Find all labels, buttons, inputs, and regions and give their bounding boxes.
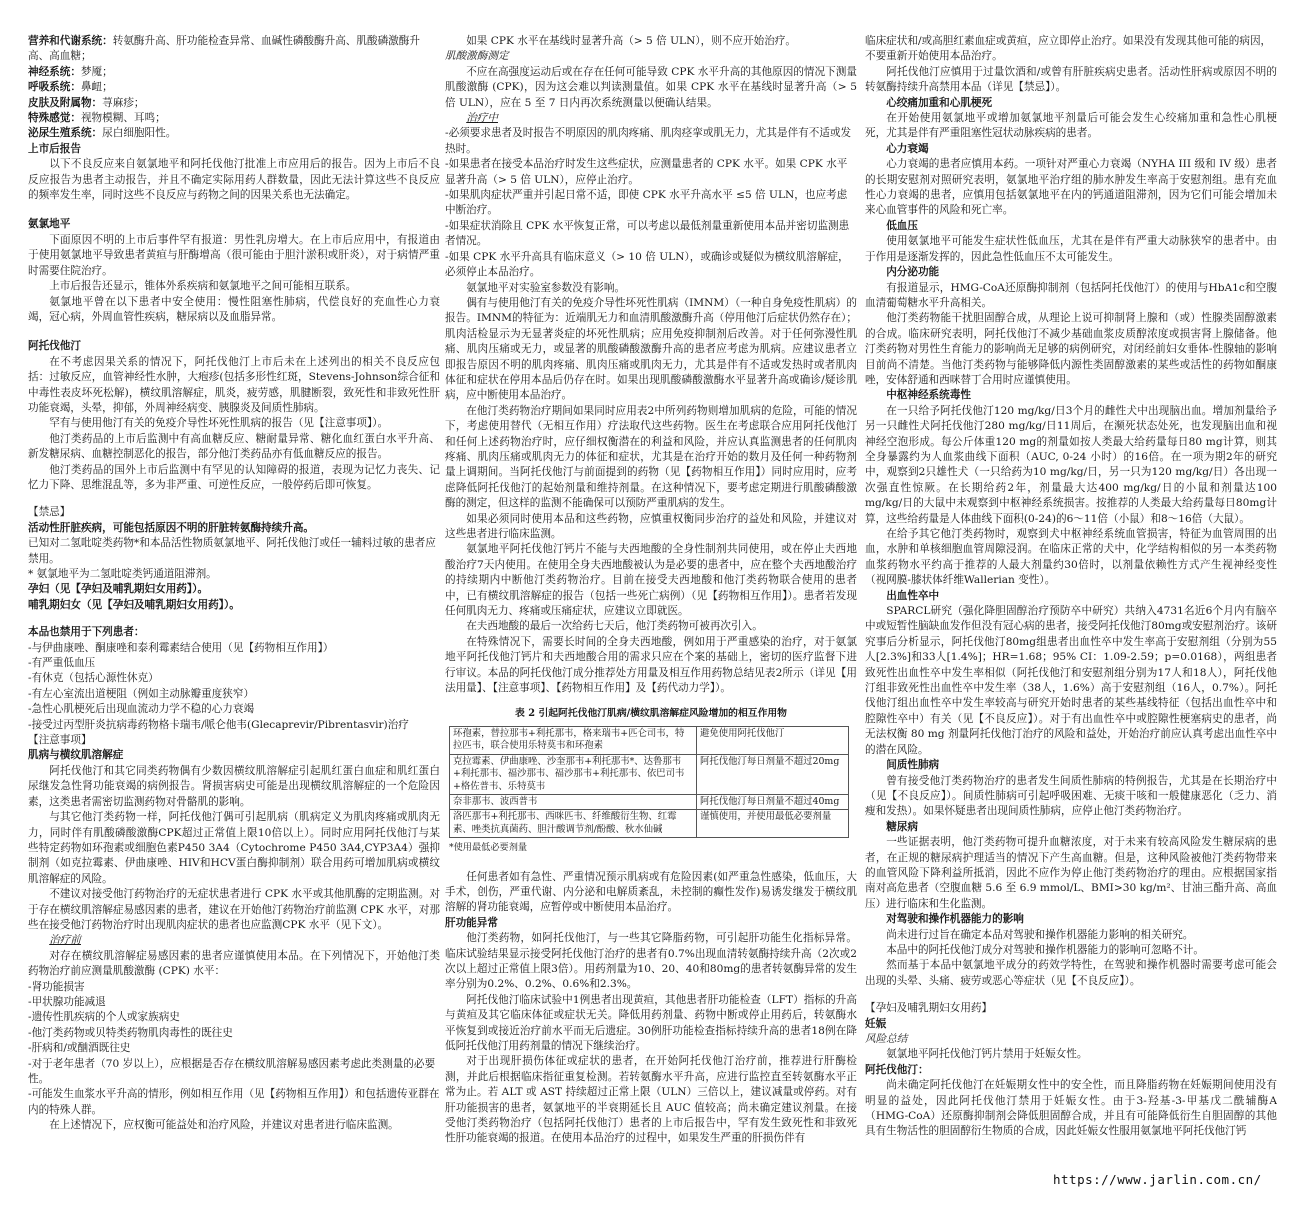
labeled-line [28,34,440,65]
paragraph: 对于出现肝损伤体征或症状的患者，在开始阿托伐他汀治疗前，推荐进行肝酶检测，并此后根据临床指征重复检测。若转氨酶水平升高，应进行监控直至转氨酶水平正常为止。若 ALT 或 AST 持续超过正常上限（ULN）三倍以上，建议减量或停药。对有肝功能损害的患者，氨氯地平的半衰期延长且 AUC 值较高；尚未确定建议剂量。在接受他汀类药物治疗（包括阿托伐他汀）患者的上市后报告中，罕有发生致死性和非致死性肝功能衰竭的报道。在使用本品治疗的过程中，如果发生严重的肝损伤伴有 [445,1055,857,1145]
paragraph: * 氨氯地平为二氢吡啶类钙通道阻滞剂。 [28,568,217,580]
paragraph: 在夫西地酸的最后一次给药七天后，他汀类药物可被再次引入。 [466,620,763,633]
table-row [450,810,849,838]
paragraph: 氨氯地平阿托伐他汀钙片不能与夫西地酸的全身性制剂共同使用，或在停止夫西地酸治疗7天内使用。在使用全身夫西地酸被认为是必要的患者中，应在整个夫西地酸治疗的持续期内中断他汀类药物治疗。目前在接受夫西地酸和他汀类药物联合使用的患者中，已有横纹肌溶解症的报告（包括一些死亡病例）（见【药物相互作用】）。患者若发现任何肌肉无力、疼痛或压痛症状，应建议立即就医。 [445,543,857,618]
line-text: 鼻衄； [80,81,113,94]
paragraph: 阿托伐他汀和其它同类药物偶有少数因横纹肌溶解症引起肌红蛋白血症和肌红蛋白尿继发急性肾功能衰竭的病例报告。肾损害病史可能是出现横纹肌溶解症的一个危险因素，这类患者需密切监测药物对骨骼肌的影响。 [28,764,440,808]
paragraph: 如果必须同时使用本品和这些药物，应慎重权衡同步治疗的益处和风险，并建议对这些患者进行临床监测。 [445,512,857,540]
section-tag: 【禁忌】 [28,506,71,519]
table-2 [449,726,849,838]
table-cell-recommendation: 谨慎使用，并使用最低必要剂量 [697,810,849,838]
column-2-top [445,34,857,696]
line-text: 荨麻疹； [102,96,145,109]
spacer [28,493,440,505]
paragraph: 阿托伐他汀应慎用于过量饮酒和/或曾有肝脏疾病史患者。活动性肝病或原因不明的转氨酶持续升高禁用本品（详见【禁忌】）。 [865,65,1277,94]
subheading: 中枢神经系统毒性 [886,389,971,402]
subheading: 出血性卒中 [886,589,940,602]
paragraph: 氨氯地平对实验室参数没有影响。 [466,281,626,294]
line-label: 呼吸系统： [28,81,81,94]
list-item: -如果患者在接受本品治疗时发生这些症状，应测量患者的 CPK 水平。如果 CPK 水平显著升高（> 5 倍 ULN），应停止治疗。 [445,158,848,186]
list-item: -遗传性肌疾病的个人或家族病史 [28,1011,180,1024]
line-label: 神经系统： [28,65,81,78]
paragraph: 然而基于本品中氨氯地平成分的药效学特性，在驾驶和操作机器时需要考虑可能会出现的头晕、头痛、疲劳或恶心等症状（见【不良反应】）。 [865,959,1277,987]
paragraph: 在开始使用氨氯地平或增加氨氯地平剂量后可能会发生心绞痛加重和急性心肌梗死，尤其是伴有严重阻塞性冠状动脉疾病的患者。 [865,112,1277,140]
paragraph: 罕有与使用他汀有关的免疫介导性坏死性肌病的报告（见【注意事项】）。 [49,417,389,430]
list-item: -接受过丙型肝炎抗病毒药物格卡瑞韦/哌仑他韦(Glecaprevir/Pibrentasvir)治疗 [28,718,409,731]
list-item: -如果 CPK 水平升高具有临床意义（> 10 倍 ULN），或确诊或疑似为横纹肌溶解症，必须停止本品治疗。 [445,250,849,279]
labeled-line [28,80,440,95]
paragraph: 与其它他汀类药物一样，阿托伐他汀偶可引起肌病（肌病定义为肌肉疼痛或肌肉无力，同时伴有肌酸磷酸激酶CPK超过正常值上限10倍以上）。同时应用阿托伐他汀与某些特定药物如环孢素或细胞色素P450 3A4（Cytochrome P450 3A4,CYP3A4）强抑制剂（如克拉霉素、伊曲康唑、HIV和HCV蛋白酶抑制剂）联合用药可增加肌病或横纹肌溶解症的风险。 [28,811,440,885]
line-label: 特殊感觉： [28,112,81,125]
heading: 哺乳期妇女（见【孕妇及哺乳期妇女用药】）。 [28,598,240,611]
list-item: -必须要求患者及时报告不明原因的肌肉疼痛、肌肉痉挛或肌无力，尤其是伴有不适或发热时。 [445,127,852,155]
paragraph: 不应在高强度运动后或在存在任何可能导致 CPK 水平升高的其他原因的情况下测量肌酸激酶 (CPK)，因为这会难以判读测量值。如果 CPK 水平在基线时显著升高（> 5 倍 ULN），应在 5 至 7 日内再次系统测量以便确认结果。 [445,65,857,109]
subheading: 低血压 [886,219,918,232]
paragraph: 上市后报告还显示，锥体外系疾病和氨氯地平之间可能相互联系。 [49,280,357,293]
list-item: -有严重低血压 [28,657,96,670]
line-text: 视物模糊、耳鸣； [80,112,166,125]
italic-subheading: 肌酸激酶测定 [445,50,509,63]
section-tag: 【注意事项】 [28,734,92,747]
section-heading: 阿托伐他汀 [28,340,81,353]
paragraph: 有报道显示，HMG-CoA还原酶抑制剂（包括阿托伐他汀）的使用与HbA1c和空腹血清葡萄糖水平升高相关。 [865,281,1277,309]
list-item: -急性心肌梗死后出现血流动力学不稳的心力衰竭 [28,703,255,716]
subheading: 对驾驶和操作机器能力的影响 [886,913,1024,926]
paragraph: 心力衰竭的患者应慎用本药。一项针对严重心力衰竭（NYHA III 级和 IV 级）患者的长期安慰剂对照研究表明，氨氯地平治疗组的肺水肿发生率高于安慰剂组。患有充血性心力衰竭的患者，应慎用包括氨氯地平在内的钙通道阻滞剂，因为它们可能会增加未来心血管事件的风险和死亡率。 [865,158,1277,217]
list-item: -他汀类药物或贝特类药物肌肉毒性的既往史 [28,1026,233,1039]
table-2-note: *使用最低必要剂量 [449,842,528,854]
list-item: -对于老年患者（70 岁以上），应根据是否存在横纹肌溶解易感因素考虑此类测量的必要性。 [28,1057,436,1085]
heading: 孕妇（见【孕妇及哺乳期妇女用药】）。 [28,583,209,596]
heading: 本品也禁用于下列患者： [28,626,145,639]
paragraph: 他汀类药物，如阿托伐他汀，与一些其它降脂药物，可引起肝功能生化指标异常。临床试验结果显示接受阿托伐他汀治疗的患者有0.7%出现血清转氨酶持续升高（2次或2次以上超过正常值上限3倍）。用药剂量为10、20、40和80mg的患者转氨酶异常的发生率分别为0.2%、0.2%、0.6%和2.3%。 [445,932,857,991]
section-tag: 【孕妇及哺乳期妇女用药】 [865,1002,993,1015]
labeled-line [28,96,440,111]
table-cell-drugs: 洛匹那韦+利托那韦、西咪匹韦、纤维酸衍生物、红霉素、唑类抗真菌药、胆汁酸调节剂/酚酸、秋水仙碱 [450,810,697,838]
table-row [450,726,849,754]
heading: 阿托伐他汀： [865,1063,929,1076]
labeled-line [28,111,440,126]
column-1 [28,34,440,1174]
section-heading: 氨氯地平 [28,218,71,231]
paragraph: 尚未进行过旨在确定本品对驾驶和操作机器能力影响的相关研究。 [886,928,1194,941]
line-text: 梦魇； [80,65,113,78]
list-item: -肝病和/或酗酒既往史 [28,1042,131,1055]
list-item: -有左心室流出道梗阻（例如主动脉瓣重度狭窄） [28,687,255,700]
table-cell-drugs: 奈非那韦、波西普韦 [450,794,697,809]
paragraph: 氨氯地平曾在以下患者中安全使用：慢性阻塞性肺病，代偿良好的充血性心力衰竭，冠心病，外周血管性疾病，糖尿病以及血脂异常。 [28,295,440,323]
line-label: 营养和代谢系统： [28,35,113,47]
table-2-title: 表 2 引起阿托伐他汀肌病/横纹肌溶解症风险增加的相互作用物 [515,708,787,720]
paragraph: 他汀类药品的上市后监测中有高血糖反应、糖耐量异常、糖化血红蛋白水平升高、新发糖尿病、血糖控制恶化的报告，部分他汀类药品亦有低血糖反应的报告。 [28,432,440,461]
table-cell-recommendation: 阿托伐他汀每日剂量不超过20mg [697,754,849,794]
paragraph: 临床症状和/或高胆红素血症或黄疸，应立即停止治疗。如果没有发现其他可能的病因，不要重新开始使用本品治疗。 [865,35,1272,63]
paragraph: SPARCL研究（强化降胆固醇治疗预防卒中研究）共纳入4731名近6个月内有脑卒中或短暂性脑缺血发作但没有冠心病的患者，接受阿托伐他汀80mg或安慰剂治疗。该研究事后分析显示，阿托伐他汀80mg组患者出血性卒中发生率高于安慰剂组（分别为55人[2.3%]和33人[1.4%]；HR=1.68；95% CI：1.09-2.59；p=0.0168），两组患者致死性出血性卒中发生率相似（阿托伐他汀和安慰剂组分别为17人和18人），阿托伐他汀组非致死性出血性卒中发生率（38人，1.6%）高于安慰剂组（16人，0.7%）。阿托伐他汀组出血性卒中发生率较高与研究开始时患者的某些基线特征（包括出血性卒中和腔隙性卒中）有关（见【不良反应】）。对于有出血性卒中或腔隙性梗塞病史的患者，尚无法权衡 80 mg 剂量阿托伐他汀治疗的风险和益处，开始治疗前应认真考虑出血性卒中的潜在风险。 [865,605,1277,756]
list-item: -甲状腺功能减退 [28,995,106,1008]
paragraph: 在他汀类药物治疗期间如果同时应用表2中所列药物则增加肌病的危险，可能的情况下，考虑使用替代（无相互作用）疗法取代这些药物。医生在考虑联合应用阿托伐他汀和任何上述药物治疗时，应仔细权衡潜在的利益和风险，并应认真监测患者的任何肌肉疼痛、肌肉压痛或肌肉无力的体征和症状，尤其是在治疗开始的数月及任何一种药物剂量上调期间。当阿托伐他汀与前面提到的药物（见【药物相互作用】）同时应用时，应考虑降低阿托伐他汀的起始剂量和维持剂量。在这种情况下，要考虑定期进行肌酸磷酸激酶的测定，但这样的监测不能确保可以预防严重肌病的发生。 [445,404,857,510]
paragraph: 对存在横纹肌溶解症易感因素的患者应谨慎使用本品。在下列情况下，开始他汀类药物治疗前应测量肌酸激酶 (CPK) 水平： [28,949,440,978]
italic-subheading: 治疗中 [466,112,498,125]
list-item: -可能发生血浆水平升高的情形，例如相互作用（见【药物相互作用】）和包括遗传亚群在内的特殊人群。 [28,1088,440,1116]
paragraph: 他汀类药物能干扰胆固醇合成，从理论上说可抑制肾上腺和（或）性腺类固醇激素的合成。临床研究表明，阿托伐他汀不减少基础血浆皮质醇浓度或损害肾上腺储备。他汀类药物对男性生育能力的影响尚无足够的病例研究，对闭经前妇女垂体-性腺轴的影响目前尚不清楚。当他汀类药物与能够降低内源性类固醇激素的某些或活性的药物如酮康唑，安体舒通和西咪替丁合用时应谨慎使用。 [865,312,1277,386]
heading: 活动性肝脏疾病，可能包括原因不明的肝脏转氨酶持续升高。 [28,521,315,534]
line-label: 泌尿生殖系统： [28,127,103,140]
subheading: 心绞痛加重和心肌梗死 [886,96,993,109]
list-item: -肾功能损害 [28,980,85,993]
paragraph: 本品中的阿托伐他汀成分对驾驶和操作机器能力的影响可忽略不计。 [886,943,1204,956]
subheading: 内分泌功能 [886,266,940,279]
heading: 肌病与横纹肌溶解症 [28,749,124,762]
list-item: -有休克（包括心源性休克） [28,672,159,685]
column-2 [445,34,857,1174]
paragraph: 在上述情况下，应权衡可能益处和治疗风险，并建议对患者进行临床监测。 [49,1119,399,1132]
heading: 妊娠 [865,1017,887,1030]
italic-subheading: 治疗前 [49,934,81,947]
subheading: 糖尿病 [886,820,918,833]
paragraph: 曾有接受他汀类药物治疗的患者发生间质性肺病的特例报告，尤其是在长期治疗中（见【不良反应】）。间质性肺病可引起呼吸困难、无痰干咳和一般健康恶化（乏力、消瘦和发热）。如果怀疑患者出现间质性肺病，应停止他汀类药物治疗。 [865,774,1277,818]
list-item: -如果症状消除且 CPK 水平恢复正常，可以考虑以最低剂量重新使用本品并密切监测患者情况。 [445,219,850,248]
website-url[interactable]: https://www.jarlin.com.cn/ [1053,1172,1262,1187]
line-text: 转氨酶升高、肝功能检查异常、血碱性磷酸酶升高、肌酸磷激酶升高、高血糖； [28,35,420,63]
table-row [450,754,849,794]
table-cell-drugs: 环孢素，替拉那韦+利托那韦，格来瑞韦+匹仑司韦，特拉匹韦，联合使用乐特莫韦和环孢素 [450,726,697,754]
paragraph: 氨氯地平阿托伐他汀钙片禁用于妊娠女性。 [886,1048,1088,1061]
table-cell-drugs: 克拉霉素、伊曲康唑、沙奎那韦+利托那韦*、达鲁那韦+利托那韦、福沙那韦、福沙那韦+利托那韦、依巴司韦+格佐普韦、乐特莫韦 [450,754,697,794]
paragraph: 阿托伐他汀临床试验中1例患者出现黄疸，其他患者肝功能检查（LFT）指标的升高与黄疸及其它临床体征或症状无关。降低用药剂量、药物中断或停止用药后，转氨酶水平恢复到或接近治疗前水平而无后遗症。30例肝功能检查指标持续升高的患者18例在降低阿托伐他汀用药剂量的情况下继续治疗。 [445,993,857,1052]
table-cell-recommendation: 避免使用阿托伐他汀 [697,726,849,754]
heading: 肝功能异常 [445,916,498,929]
paragraph: 在特殊情况下，需要长时间的全身夫西地酸，例如用于严重感染的治疗，对于氨氯地平阿托伐他汀钙片和夫西地酸合用的需求只应在个案的基础上，密切的医疗监督下进行审议。本品的阿托伐他汀成分推荐处方用量及相互作用药物总结见表2所示（详见【用法用量】、【注意事项】、【药物相互作用】及【药代动力学】）。 [445,635,857,695]
paragraph: 以下不良反应来自氨氯地平和阿托伐他汀批准上市应用后的报告。因为上市后不良反应报告为患者主动报告，并且不确定实际用药人群数量，因此无法计算这些不良反应的频率发生率，同时这些不良反应与药物之间的因果关系也无法确定。 [28,158,440,202]
paragraph: 不建议对接受他汀药物治疗的无症状患者进行 CPK 水平或其他肌酶的定期监测。对于存在横纹肌溶解症易感因素的患者，建议在开始他汀药物治疗前监测 CPK 水平，对那些在接受他汀药物治疗时出现肌肉症状的患者也应监测CPK 水平（见下文）。 [28,888,440,931]
spacer [28,613,440,625]
paragraph: 尚未确定阿托伐他汀在妊娠期女性中的安全性，而且降脂药物在妊娠期间使用没有明显的益处，因此阿托伐他汀禁用于妊娠女性。由于3-羟基-3-甲基戊二酰辅酶A（HMG-CoA）还原酶抑制剂会降低胆固醇合成，并且有可能降低衍生自胆固醇的其他具有生物活性的胆固醇衍生物质的合成，因此妊娠女性服用氨氯地平阿托伐他汀钙 [865,1079,1277,1138]
spacer [865,989,1277,1001]
paragraph: 偶有与使用他汀有关的免疫介导性坏死性肌病（IMNM）（一种自身免疫性肌病）的报告。IMNM的特征为：近端肌无力和血清肌酸激酶升高（停用他汀后症状仍然存在）；肌肉活检显示为无显著炎症的坏死性肌病；应用免疫抑制剂后改善。对于任何弥漫性肌痛、肌肉压痛或无力，或显著的肌酸磷酸激酶升高的患者应考虑为肌病。应建议患者立即报告原因不明的肌肉疼痛、肌肉压痛或肌肉无力，尤其是伴有不适或发热时或者肌肉体征和症状在停用本品后仍存在时。如果出现肌酸磷酸激酶水平显著升高或确诊/疑诊肌病，应中断使用本品治疗。 [445,296,857,402]
list-item: -与伊曲康唑、酮康唑和泰利霉素结合使用（见【药物相互作用】） [28,641,334,654]
labeled-line [28,65,440,80]
paragraph: 下面原因不明的上市后事件罕有报道：男性乳房增大。在上市后应用中，有报道由于使用氨氯地平导致患者黄疸与肝酶增高（很可能由于胆汁淤积或肝炎），对于病情严重时需要住院治疗。 [28,233,440,277]
column-2-bottom [445,870,857,1147]
paragraph: 任何患者如有急性、严重情况预示肌病或有危险因素(如严重急性感染，低血压，大手术，创伤，严重代谢、内分泌和电解质紊乱，未控制的癫性发作)易诱发继发于横纹肌溶解的肾功能衰竭，应暂停或中断使用本品治疗。 [445,870,857,914]
subheading: 心力衰竭 [886,142,929,155]
paragraph: 如果 CPK 水平在基线时显著升高（> 5 倍 ULN），则不应开始治疗。 [466,35,796,47]
heading: 上市后报告 [28,142,81,155]
line-text: 尿白细胞阳性。 [102,127,177,140]
line-label: 皮肤及附属物： [28,96,103,109]
paragraph: 在不考虑因果关系的情况下，阿托伐他汀上市后未在上述列出的相关不良反应包括：过敏反应，血管神经性水肿，大疱疹(包括多形性红斑，Stevens-Johnson综合征和中毒性表皮坏死松解)，横纹肌溶解症，肌炎，疲劳感，肌腱断裂，致死性和非致死性肝功能衰竭，头晕，抑郁，外周神经病变、胰腺炎及间质性肺病。 [28,355,440,414]
paragraph: 一些证据表明，他汀类药物可提升血糖浓度，对于未来有较高风险发生糖尿病的患者，在正规的糖尿病护理适当的情况下产生高血糖。但是，这种风险被他汀类药物带来的血管风险下降利益所抵消，因此不应作为停止他汀类药物治疗的理由。应根据国家指南对高危患者（空腹血糖 5.6 至 6.9 mmol/L、BMI>30 kg/m²、甘油三酯升高、高血压）进行临床和生化监测。 [865,836,1277,910]
labeled-line [28,126,440,141]
paragraph: 在给予其它他汀类药物时，观察到犬中枢神经系统血管损害，特征为血管周围的出血，水肿和单核细胞血管周隙浸润。在临床正常的犬中，化学结构相似的另一本类药物血浆药物水平约高于推荐的人最大剂量约30倍时，以剂量依赖性方式产生视神经变性（视网膜-膝状体纤维Wallerian 变性）。 [865,528,1277,587]
table-cell-recommendation: 阿托伐他汀每日剂量不超过40mg [697,794,849,809]
italic-subheading: 风险总结 [865,1033,908,1045]
paragraph: 他汀类药品的国外上市后监测中有罕见的认知障碍的报道，表现为记忆力丧失、记忆力下降、思维混乱等，多为非严重、可逆性反应，一般停药后即可恢复。 [28,463,440,491]
paragraph: 已知对二氢吡啶类药物*和本品活性物质氨氯地平、阿托伐他汀或任一辅料过敏的患者应禁用。 [28,537,436,565]
list-item: -如果肌肉症状严重并引起日常不适，即使 CPK 水平升高水平 ≤5 倍 ULN，也应考虑中断治疗。 [445,189,848,217]
column-3 [865,34,1277,1174]
paragraph: 使用氨氯地平可能发生症状性低血压，尤其在是伴有严重大动脉狭窄的患者中。由于作用是逐渐发挥的，因此急性低血压不太可能发生。 [865,235,1277,263]
subheading: 间质性肺病 [886,759,940,772]
table-row [450,794,849,809]
paragraph: 在一只给予阿托伐他汀120 mg/kg/日3个月的雌性犬中出现脑出血。增加剂量给予另一只雌性犬阿托伐他汀280 mg/kg/日11周后，在濒死状态处死，也发现脑出血和视神经空泡形成。每公斤体重120 mg的剂量如按人类最大给药量每日80 mg计算，则其全身暴露约为人血浆曲线下面积（AUC, 0-24 小时）的16倍。在一项为期2年的研究中，观察到2只雄性犬（一只给药为10 mg/kg/日，另一只为120 mg/kg/日）各出现一次强直性惊厥。在长期给药2年，剂量最大达400 mg/kg/日的小鼠和剂量达100 mg/kg/日的大鼠中未观察到中枢神经系统损害。按推荐的人类最大给药量每日80mg计算，这些给药量是人体曲线下面积(0-24)的6～11倍（小鼠）和8～16倍（大鼠）。 [865,404,1277,525]
